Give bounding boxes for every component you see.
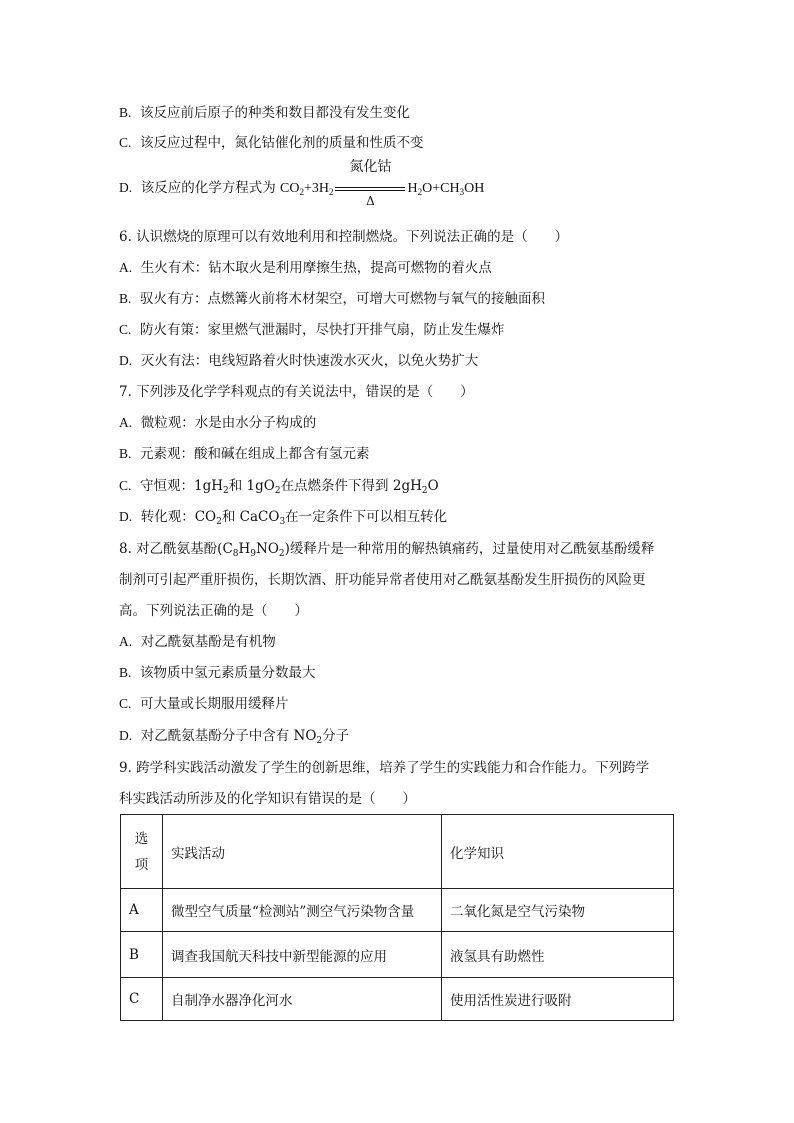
heat-symbol: Δ [366, 193, 375, 208]
q5-option-c: C. 该反应过程中，氮化钴催化剂的质量和性质不变 [119, 135, 424, 151]
chemical-equation: $CO_2+3H_2$ [280, 181, 334, 197]
row-knowledge: 二氧化氮是空气污染物 [442, 889, 674, 932]
q7-option-a: A. 微粒观：水是由水分子构成的 [119, 415, 317, 431]
row-knowledge: 液氢具有助燃性 [442, 932, 674, 978]
q8-option-d: D. 对乙酰氨基酚分子中含有 $NO_2$分子 [119, 728, 350, 746]
q5-option-b: B. 该反应前后原子的种类和数目都没有发生变化 [119, 105, 410, 121]
header-option: 选 项 [121, 815, 163, 889]
table-row [121, 889, 674, 932]
row-activity: 自制净水器净化河水 [163, 978, 442, 1021]
q6-option-d: D. 灭火有法：电线短路着火时快速泼水灭火，以免火势扩大 [119, 353, 479, 369]
table-header-row [121, 815, 674, 889]
row-option: A [121, 889, 163, 932]
q8-option-b: B. 该物质中氢元素质量分数最大 [119, 665, 316, 681]
q6-option-a: A. 生火有术：钻木取火是利用摩擦生热，提高可燃物的着火点 [119, 260, 492, 276]
row-knowledge: 使用活性炭进行吸附 [442, 978, 674, 1021]
row-option: C [121, 978, 163, 1021]
q9-table [120, 814, 674, 1021]
q8-stem-line1: 8. 对乙酰氨基酚$(C_8H_9NO_2)$缓释片是一种常用的解热镇痛药，过量使用对乙酰氨基酚缓释 [119, 541, 655, 559]
header-knowledge: 化学知识 [442, 815, 674, 889]
q7-option-b: B. 元素观：酸和碱在组成上都含有氢元素 [119, 446, 370, 462]
reaction-arrow [335, 158, 405, 208]
q7-stem: 7. 下列涉及化学学科观点的有关说法中，错误的是（ ） [119, 384, 474, 400]
q8-option-c: C. 可大量或长期服用缓释片 [119, 696, 289, 712]
row-activity: 调查我国航天科技中新型能源的应用 [163, 932, 442, 978]
q6-option-c: C. 防火有策：家里燃气泄漏时，尽快打开排气扇，防止发生爆炸 [119, 322, 505, 338]
q5-option-d: D. 该反应的化学方程式为 $CO_2+3H_2$ $\frac{\text{氮化钴}}{\Delta}$ $H_2O+CH_3OH$ [119, 178, 484, 199]
q9-stem-line1: 9. 跨学科实践活动激发了学生的创新思维，培养了学生的实践能力和合作能力。下列跨学 [119, 760, 650, 776]
table-row [121, 978, 674, 1021]
header-activity: 实践活动 [163, 815, 442, 889]
q9-stem-line2: 科实践活动所涉及的化学知识有错误的是（ ） [119, 791, 416, 807]
row-activity: 微型空气质量“检测站”测空气污染物含量 [163, 889, 442, 932]
row-option: B [121, 932, 163, 978]
catalyst-label: 氮化钴 [349, 158, 392, 175]
q7-option-d: D. 转化观：$CO_2$和 CaCO$_3$在一定条件下可以相互转化 [119, 509, 448, 527]
q7-option-c: C. 守恒观：$1gH_2$和 $1gO_2$在点燃条件下得到 $2gH_2O$ [119, 478, 439, 496]
table-row [121, 932, 674, 978]
q8-option-a: A. 对乙酰氨基酚是有机物 [119, 634, 276, 650]
q8-stem-line2: 制剂可引起严重肝损伤，长期饮酒、肝功能异常者使用对乙酰氨基酚发生肝损伤的风险更 [119, 572, 646, 588]
q8-stem-line3: 高。下列说法正确的是（ ） [119, 603, 308, 619]
q6-option-b: B. 驭火有方：点燃篝火前将木材架空，可增大可燃物与氧气的接触面积 [119, 291, 545, 307]
q6-stem: 6. 认识燃烧的原理可以有效地利用和控制燃烧。下列说法正确的是（ ） [119, 229, 569, 245]
